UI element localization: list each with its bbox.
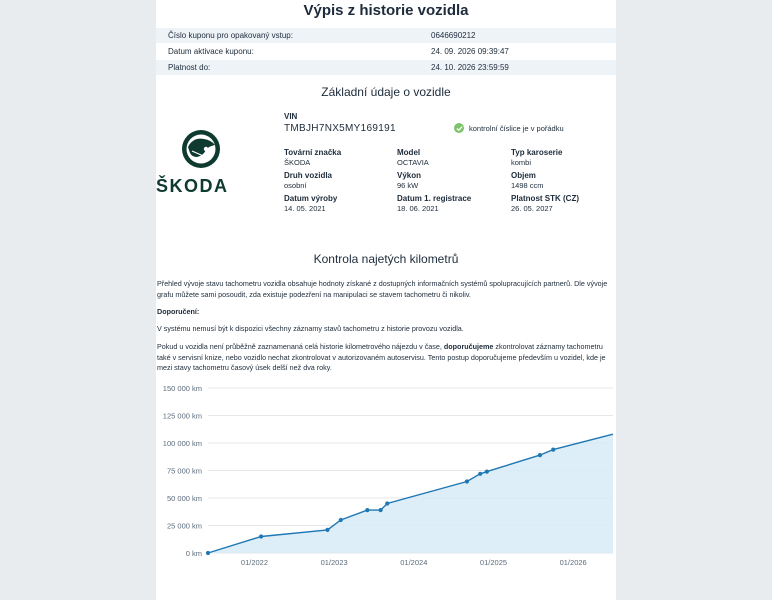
mileage-point bbox=[365, 508, 369, 512]
y-tick-label: 100 000 km bbox=[162, 439, 202, 448]
vin-label: VIN bbox=[284, 112, 298, 121]
spec-value: 14. 05. 2021 bbox=[284, 204, 326, 213]
check-icon bbox=[454, 123, 464, 133]
vehicle-section-title: Základní údaje o vozidle bbox=[321, 85, 451, 99]
spec-item bbox=[397, 194, 471, 213]
spec-value: OCTAVIA bbox=[397, 158, 429, 167]
spec-item bbox=[397, 148, 429, 167]
spec-item bbox=[284, 148, 341, 167]
vin-check bbox=[454, 123, 564, 133]
spec-item bbox=[511, 148, 562, 167]
note-2-start: Pokud u vozidla není průběžně zaznamenaná celá historie kilometrového nájezdu v čase, bbox=[157, 342, 444, 351]
logo-text: ŠKODA bbox=[156, 176, 229, 196]
page-title: Výpis z historie vozidla bbox=[303, 2, 469, 19]
spec-item bbox=[397, 171, 421, 190]
coupon-row bbox=[156, 28, 616, 43]
spec-value: 1498 ccm bbox=[511, 181, 544, 190]
spec-item bbox=[284, 194, 337, 213]
spec-item bbox=[284, 171, 332, 190]
coupon-value: 24. 09. 2026 09:39:47 bbox=[431, 47, 509, 56]
skoda-logo-icon bbox=[156, 128, 256, 198]
mileage-chart-svg bbox=[156, 380, 616, 600]
x-tick-label: 01/2025 bbox=[479, 558, 508, 567]
coupon-label: Číslo kuponu pro opakovaný vstup: bbox=[168, 31, 293, 40]
mileage-intro: Přehled vývoje stavu tachometru vozidla obsahuje hodnoty získané z dostupných informačních systémů spolupracujících partnerů. Dle vývoje grafu můžete sami posoudit, zda existuje podezření na manipulaci se stavem tachometru či nikoliv. bbox=[157, 279, 608, 299]
coupon-row bbox=[156, 44, 616, 59]
x-tick-label: 01/2023 bbox=[320, 558, 348, 567]
spec-value: 96 kW bbox=[397, 181, 419, 190]
mileage-point bbox=[379, 508, 383, 512]
spec-item bbox=[511, 171, 544, 190]
spec-value: 18. 06. 2021 bbox=[397, 204, 439, 213]
spec-label: Tovární značka bbox=[284, 148, 342, 157]
x-tick-label: 01/2026 bbox=[559, 558, 587, 567]
check-text: kontrolní číslice je v pořádku bbox=[469, 123, 564, 133]
coupon-value: 24. 10. 2026 23:59:59 bbox=[431, 63, 509, 72]
mileage-point bbox=[465, 479, 469, 483]
note-2-end: zkontrolovat záznamy tachometru také v servisní knize, nebo vozidlo nechat zkontrolovat v autorizovaném autoservisu. Tento postup doporučujeme především u vozidel, kde je mezi stavy tachometru časový úsek delší než dva roky. bbox=[157, 342, 606, 372]
coupon-label: Platnost do: bbox=[168, 63, 211, 72]
y-tick-label: 150 000 km bbox=[162, 384, 202, 393]
vin-value: TMBJH7NX5MY169191 bbox=[284, 123, 396, 134]
mileage-point bbox=[538, 453, 542, 457]
mileage-point bbox=[485, 470, 489, 474]
report-page bbox=[156, 0, 616, 600]
skoda-logo bbox=[156, 128, 256, 198]
spec-label: Datum výroby bbox=[284, 194, 338, 203]
mileage-note-2 bbox=[157, 342, 615, 374]
mileage-point bbox=[206, 551, 210, 555]
mileage-section-title: Kontrola najetých kilometrů bbox=[313, 252, 459, 266]
mileage-point bbox=[478, 472, 482, 476]
mileage-point bbox=[385, 501, 389, 505]
y-tick-label: 125 000 km bbox=[162, 411, 202, 421]
y-tick-label: 25 000 km bbox=[166, 521, 202, 531]
note-2-emphasis: doporučujeme bbox=[443, 342, 494, 351]
y-tick-label: 75 000 km bbox=[166, 466, 202, 476]
spec-value: osobní bbox=[284, 181, 307, 190]
mileage-point bbox=[551, 448, 555, 452]
mileage-point bbox=[259, 534, 263, 538]
recommend-label: Doporučení: bbox=[157, 307, 200, 316]
x-tick-label: 01/2022 bbox=[240, 558, 269, 567]
spec-item bbox=[511, 194, 579, 213]
spec-label: Objem bbox=[511, 171, 536, 180]
mileage-point bbox=[325, 528, 329, 532]
coupon-label: Datum aktivace kuponu: bbox=[168, 47, 254, 56]
coupon-value: 0646690212 bbox=[431, 31, 476, 40]
y-tick-label: 50 000 km bbox=[166, 494, 202, 503]
spec-label: Druh vozidla bbox=[284, 171, 333, 180]
spec-value: kombi bbox=[511, 158, 532, 167]
spec-label: Typ karoserie bbox=[511, 148, 563, 157]
mileage-note-1: V systému nemusí být k dispozici všechny záznamy stavů tachometru z historie provozu vozidla. bbox=[157, 324, 464, 333]
spec-label: Výkon bbox=[397, 171, 422, 180]
spec-value: 26. 05. 2027 bbox=[511, 204, 553, 213]
spec-label: Model bbox=[397, 148, 421, 157]
coupon-row bbox=[156, 60, 616, 75]
spec-value: ŠKODA bbox=[284, 158, 311, 167]
spec-label: Datum 1. registrace bbox=[397, 194, 472, 203]
spec-label: Platnost STK (CZ) bbox=[511, 194, 579, 203]
mileage-chart bbox=[156, 380, 616, 600]
mileage-point bbox=[339, 518, 343, 522]
x-tick-label: 01/2024 bbox=[400, 558, 428, 567]
y-tick-label: 0 km bbox=[185, 549, 202, 558]
coupon-table bbox=[156, 28, 616, 76]
